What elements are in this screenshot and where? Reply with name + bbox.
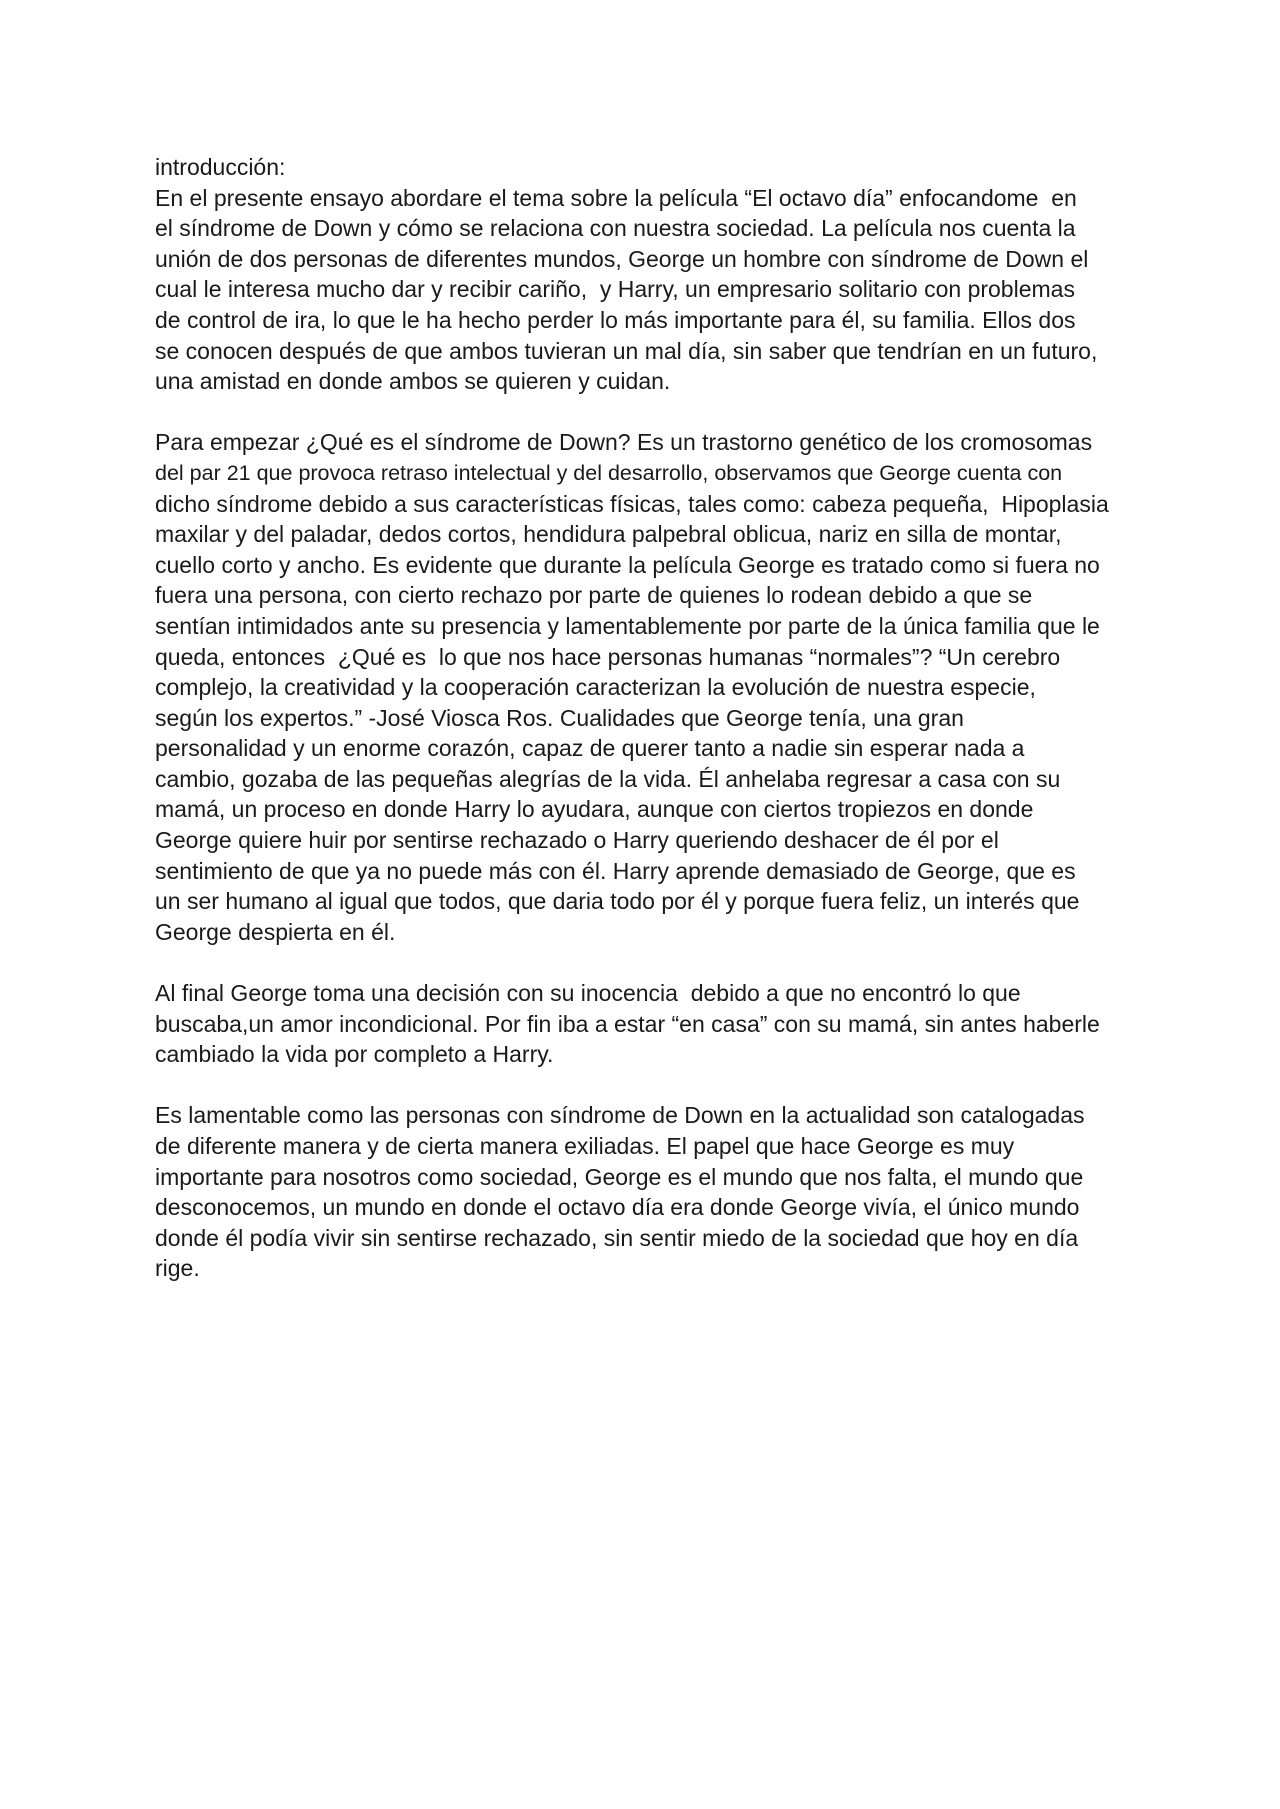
text-line: importante para nosotros como sociedad, George es el mundo que nos falta, el mundo que [155, 1163, 1084, 1190]
text-line: unión de dos personas de diferentes mundos, George un hombre con síndrome de Down el [155, 245, 1089, 272]
paragraph-conclusion [155, 1100, 1140, 1284]
text-line: cambio, gozaba de las pequeñas alegrías de la vida. Él anhelaba regresar a casa con su [155, 765, 1061, 792]
document-body [155, 152, 1140, 1284]
text-line: rige. [155, 1255, 200, 1282]
text-line: cuello corto y ancho. Es evidente que durante la película George es tratado como si fuera no [155, 551, 1100, 578]
text-line: una amistad en donde ambos se quieren y cuidan. [155, 368, 671, 395]
text-line: George despierta en él. [155, 918, 396, 945]
text-line: maxilar y del paladar, dedos cortos, hendidura palpebral oblicua, nariz en silla de montar, [155, 521, 1062, 548]
text-line: el síndrome de Down y cómo se relaciona con nuestra sociedad. La película nos cuenta la [155, 215, 1076, 242]
paragraph-spacer [155, 1070, 1140, 1101]
text-line: del par 21 que provoca retraso intelectual y del desarrollo, observamos que George cuenta con [155, 460, 1063, 485]
text-line: dicho síndrome debido a sus características físicas, tales como: cabeza pequeña, Hipoplasia [155, 490, 1109, 517]
paragraph-final [155, 978, 1140, 1070]
text-line: Para empezar ¿Qué es el síndrome de Down? Es un trastorno genético de los cromosomas [155, 429, 1093, 456]
text-line: un ser humano al igual que todos, que daria todo por él y porque fuera feliz, un interés que [155, 888, 1080, 915]
text-line: En el presente ensayo abordare el tema sobre la película “El octavo día” enfocandome en [155, 184, 1077, 211]
paragraph-intro [155, 183, 1140, 397]
text-line: donde él podía vivir sin sentirse rechazado, sin sentir miedo de la sociedad que hoy en día [155, 1224, 1079, 1251]
text-line: desconocemos, un mundo en donde el octavo día era donde George vivía, el único mundo [155, 1194, 1080, 1221]
text-line: según los expertos.” -José Viosca Ros. Cualidades que George tenía, una gran [155, 704, 964, 731]
text-line: de control de ira, lo que le ha hecho perder lo más importante para él, su familia. Ellos dos [155, 306, 1076, 333]
text-line: complejo, la creatividad y la cooperación caracterizan la evolución de nuestra especie, [155, 674, 1036, 701]
text-line: Es lamentable como las personas con síndrome de Down en la actualidad son catalogadas [155, 1102, 1085, 1129]
text-line: George quiere huir por sentirse rechazado o Harry queriendo deshacer de él por el [155, 827, 999, 854]
text-line: fuera una persona, con cierto rechazo por parte de quienes lo rodean debido a que se [155, 582, 1033, 609]
paragraph-spacer [155, 397, 1140, 428]
text-line: de diferente manera y de cierta manera exiliadas. El papel que hace George es muy [155, 1133, 1015, 1159]
text-line: sentían intimidados ante su presencia y lamentablemente por parte de la única familia que le [155, 612, 1100, 639]
paragraph-sindrome [155, 427, 1140, 947]
text-line: queda, entonces ¿Qué es lo que nos hace personas humanas “normales”? “Un cerebro [155, 643, 1061, 670]
text-line: personalidad y un enorme corazón, capaz de querer tanto a nadie sin esperar nada a [155, 735, 1025, 762]
text-line: mamá, un proceso en donde Harry lo ayudara, aunque con ciertos tropiezos en donde [155, 796, 1034, 823]
text-line: se conocen después de que ambos tuvieran un mal día, sin saber que tendrían en un futuro, [155, 337, 1098, 364]
text-line: sentimiento de que ya no puede más con él. Harry aprende demasiado de George, que es [155, 857, 1076, 884]
text-line: cual le interesa mucho dar y recibir cariño, y Harry, un empresario solitario con problemas [155, 276, 1075, 303]
text-line: cambiado la vida por completo a Harry. [155, 1041, 554, 1068]
text-line: buscaba,un amor incondicional. Por fin iba a estar “en casa” con su mamá, sin antes haberle [155, 1010, 1100, 1037]
heading-introduccion: introducción: [155, 154, 286, 180]
text-line: Al final George toma una decisión con su inocencia debido a que no encontró lo que [155, 980, 1021, 1007]
paragraph-spacer [155, 947, 1140, 978]
